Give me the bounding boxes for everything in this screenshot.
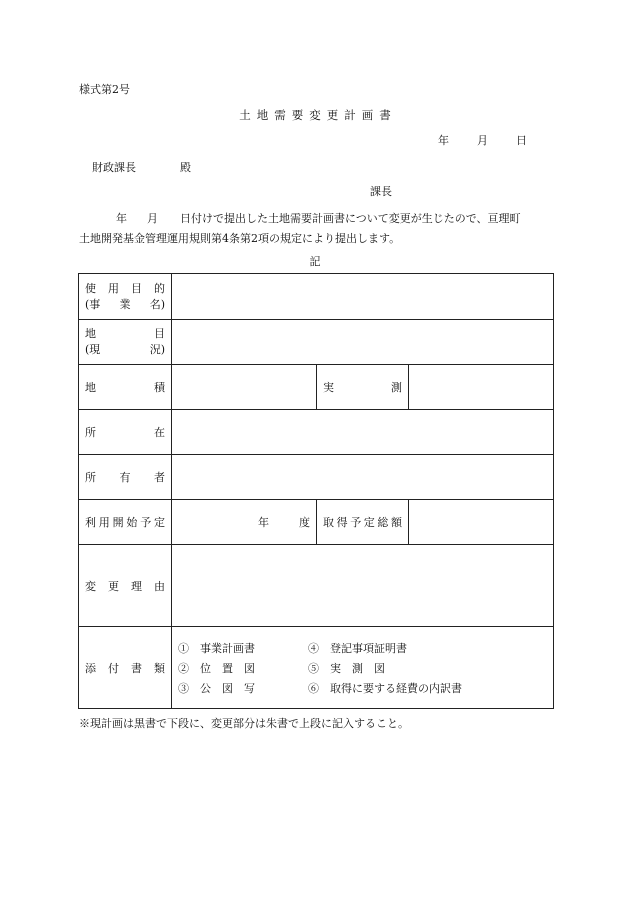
body-month: 月 <box>147 212 158 225</box>
label-char: 目 <box>131 281 142 295</box>
label-char: 名) <box>149 297 165 311</box>
label-char: 用 <box>108 281 119 295</box>
label-change-reason <box>79 545 172 627</box>
label-char: 地 <box>85 327 96 340</box>
attachment-item: ② 位 置 図 <box>178 661 255 675</box>
title-char: 書 <box>379 108 391 122</box>
body-text-1: 日付けで提出した土地需要計画書について変更が生じたので、亘理町 <box>180 212 521 225</box>
location-label <box>85 424 165 440</box>
field-acquisition-total[interactable] <box>409 500 554 545</box>
label-char: 理 <box>131 579 142 593</box>
label-char: (現 <box>85 343 101 356</box>
field-owner[interactable] <box>172 455 554 500</box>
title-char: 土 <box>239 108 251 122</box>
label-char: 所 <box>85 426 96 439</box>
label-char: 付 <box>108 661 119 675</box>
label-char: (事 <box>85 297 101 311</box>
row-location <box>79 410 554 455</box>
field-actual-measure[interactable] <box>409 365 554 410</box>
field-start-plan[interactable] <box>172 500 317 545</box>
label-char: 予 <box>350 516 362 529</box>
field-location[interactable] <box>172 410 554 455</box>
fiscal-year-label <box>258 514 310 530</box>
attachment-item: ⑥ 取得に要する経費の内訳書 <box>308 681 462 695</box>
purpose-line1 <box>85 281 165 297</box>
row-area <box>79 365 554 410</box>
label-char: 総 <box>377 516 389 529</box>
sender: 課長 <box>370 185 392 198</box>
label-acquisition-total <box>317 500 409 545</box>
body-year: 年 <box>116 212 127 225</box>
addressee <box>92 159 191 175</box>
title-char: 更 <box>326 108 339 122</box>
title-char: 計 <box>344 108 356 122</box>
label-char: 積 <box>154 381 165 394</box>
ki-heading: 記 <box>309 255 321 268</box>
field-change-reason[interactable] <box>172 545 554 627</box>
label-area <box>79 365 172 410</box>
owner-label <box>85 469 165 485</box>
label-attachments <box>79 627 172 709</box>
title-char: 要 <box>291 108 304 122</box>
label-char: 得 <box>336 516 348 529</box>
label-char: 額 <box>390 516 402 529</box>
field-category[interactable] <box>172 320 554 365</box>
date-year: 年 <box>438 134 449 147</box>
label-char: 予 <box>140 516 152 529</box>
label-char: 実 <box>323 381 334 394</box>
row-change-reason <box>79 545 554 627</box>
field-purpose[interactable] <box>172 274 554 320</box>
row-owner <box>79 455 554 500</box>
label-char: 開 <box>112 516 124 529</box>
label-actual-measure <box>317 365 409 410</box>
label-char: 度 <box>299 516 310 529</box>
label-char: 書 <box>131 661 142 675</box>
label-char: 者 <box>154 471 165 484</box>
label-category <box>79 320 172 365</box>
change-reason-label <box>85 578 165 594</box>
date-day: 日 <box>516 134 527 147</box>
label-start-plan <box>79 500 172 545</box>
label-char: 取 <box>323 516 334 529</box>
label-char: 類 <box>154 661 165 675</box>
addressee-honorific: 殿 <box>180 161 191 174</box>
label-char: 変 <box>85 579 96 593</box>
acquisition-total-label <box>323 514 402 530</box>
actual-measure-label <box>323 379 402 395</box>
area-label <box>85 379 165 395</box>
row-attachments <box>79 627 554 709</box>
row-category <box>79 320 554 365</box>
body-line-2: 土地開発基金管理運用規則第4条第2項の規定により提出します。 <box>79 232 401 245</box>
title-char: 変 <box>309 108 321 122</box>
label-char: 由 <box>154 579 165 593</box>
label-char: 添 <box>85 661 96 675</box>
attachment-item: ① 事業計画書 <box>178 641 255 655</box>
form-number: 様式第2号 <box>79 83 130 96</box>
label-char: 定 <box>153 516 165 529</box>
label-char: 有 <box>119 471 131 484</box>
field-area[interactable] <box>172 365 317 410</box>
title-char: 地 <box>256 108 269 122</box>
label-char: 更 <box>108 579 119 593</box>
attachments-cell <box>172 627 554 709</box>
addressee-name: 財政課長 <box>92 161 136 174</box>
label-location <box>79 410 172 455</box>
label-char: 利 <box>85 516 96 529</box>
purpose-line2 <box>85 297 165 313</box>
date-line <box>438 132 527 148</box>
attachment-item: ⑤ 実 測 図 <box>308 661 385 675</box>
label-char: 地 <box>85 381 96 394</box>
attachments-list <box>178 640 547 696</box>
document-title <box>0 107 630 123</box>
label-char: 使 <box>85 281 96 295</box>
title-char: 画 <box>361 108 374 122</box>
label-char: 所 <box>85 471 96 484</box>
category-line1 <box>85 326 165 342</box>
label-char: 目 <box>154 327 165 340</box>
footnote: ※現計画は黒書で下段に、変更部分は朱書で上段に記入すること。 <box>79 717 409 730</box>
label-char: 在 <box>154 426 165 439</box>
date-month: 月 <box>477 134 488 147</box>
category-line2 <box>85 342 165 358</box>
title-char: 需 <box>274 108 286 122</box>
label-purpose <box>79 274 172 320</box>
label-char: 的 <box>154 281 165 295</box>
label-char: 定 <box>363 516 375 529</box>
label-char: 業 <box>119 297 131 311</box>
label-char: 始 <box>126 516 138 529</box>
attachments-label <box>85 660 165 676</box>
attachment-item: ③ 公 図 写 <box>178 681 255 695</box>
row-start-plan <box>79 500 554 545</box>
label-char: 測 <box>391 381 402 394</box>
start-plan-label <box>85 514 165 530</box>
label-owner <box>79 455 172 500</box>
label-char: 況) <box>149 343 165 356</box>
attachment-item: ④ 登記事項証明書 <box>308 641 407 655</box>
title-text <box>239 108 391 122</box>
body-line-1 <box>116 210 521 226</box>
label-char: 年 <box>258 516 269 529</box>
row-purpose <box>79 274 554 320</box>
label-char: 用 <box>98 516 110 529</box>
form-table <box>78 273 554 709</box>
